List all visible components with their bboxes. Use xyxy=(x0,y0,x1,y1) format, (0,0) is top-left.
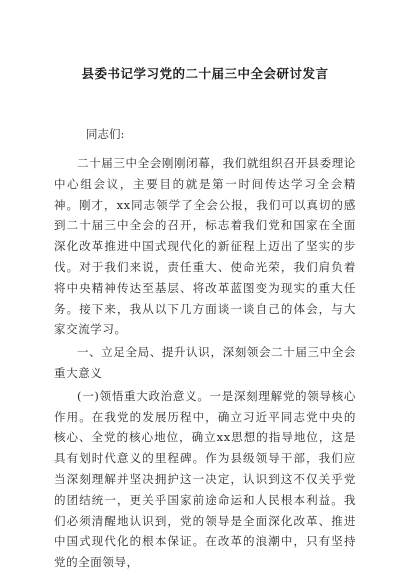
paragraph-section-1-1: (一)领悟重大政治意义。一是深刻理解党的领导核心作用。在我党的发展历程中，确立习近平同志党中央的核心、全党的核心地位，确立xx思想的指导地位，这是具有划时代意义的里程碑。作为县级领导干部，我们应当深刻理解并坚决拥护这一决定，认识到这不仅关乎党的团结统一，更关乎国家前途命运和人民根本利益。我们必须清醒地认识到，党的领导是全面深化改革、推进中国式现代化的根本保证。在改革的浪潮中，只有坚持党的全面领导， xyxy=(54,388,356,570)
greeting: 同志们: xyxy=(86,127,125,141)
paragraph-intro: 二十届三中全会刚刚闭幕，我们就组织召开县委理论中心组会议，主要目的就是第一时间传达学习全会精神。刚才，xx同志领学了全会公报，我们可以真切的感到二十届三中全会的召开，标志着我们党和国家在全面深化改革推进中国式现代化的新征程上迈出了坚实的步伐。对于我们来说，责任重大、使命光荣，我们肩负着将中央精神传达至基层、将改革蓝图变为现实的重大任务。接下来，我从以下几方面谈一谈自己的体会，与大家交流学习。 xyxy=(54,156,356,337)
document-title: 县委书记学习党的二十届三中全会研讨发言 xyxy=(81,66,329,81)
section-heading-1: 一、立足全局、提升认识，深刻领会二十届三中全会重大意义 xyxy=(54,345,356,380)
